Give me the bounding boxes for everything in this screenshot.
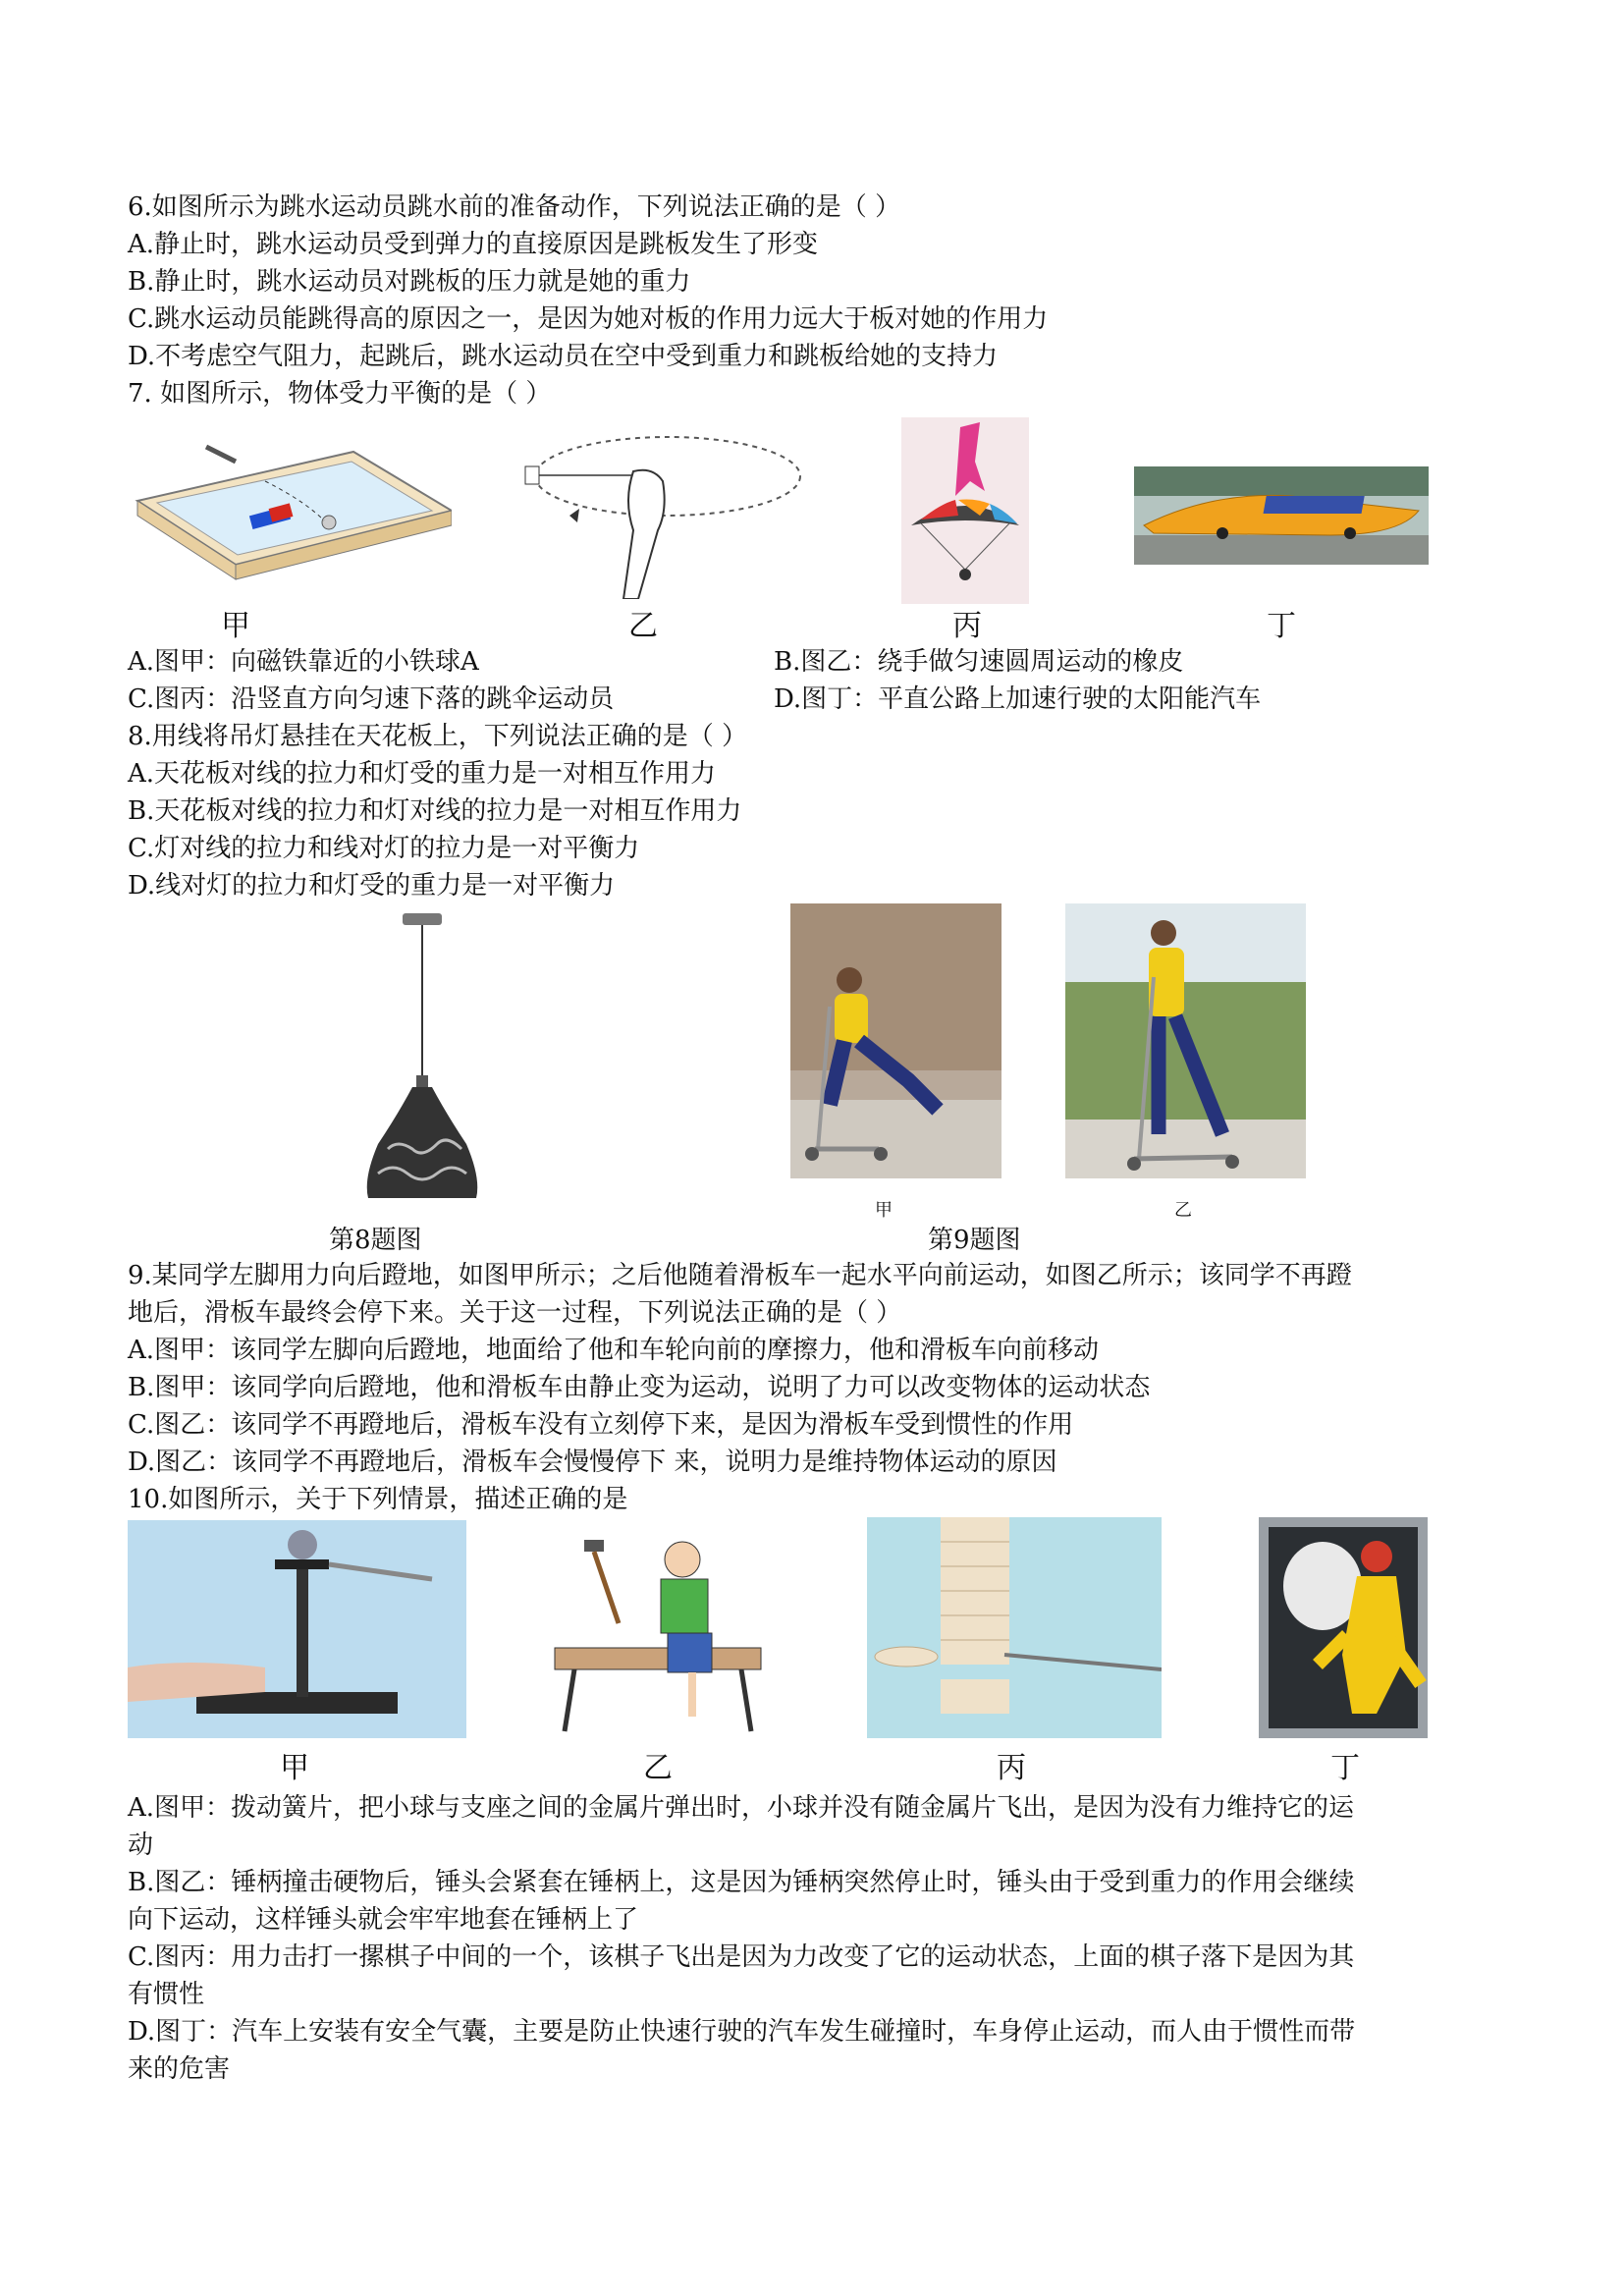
q7-caption-bing: 丙: [952, 609, 982, 643]
q10-option-b-line1: B.图乙：锤柄撞击硬物后，锤头会紧套在锤柄上，这是因为锤柄突然停止时，锤头由于受到重力的作用会继续: [128, 1868, 1355, 1897]
stacked-chess-figure: [867, 1517, 1162, 1738]
q9-option-c: C.图乙：该同学不再蹬地后，滑板车没有立刻停下来，是因为滑板车受到惯性的作用: [128, 1410, 1074, 1440]
q7-caption-jia: 甲: [221, 609, 250, 643]
q8-option-a: A.天花板对线的拉力和灯受的重力是一对相互作用力: [128, 759, 717, 789]
q10-option-c-line1: C.图丙：用力击打一摞棋子中间的一个，该棋子飞出是因为力改变了它的运动状态，上面的棋子落下是因为其: [128, 1942, 1355, 1972]
airbag-crash-figure: [1259, 1517, 1428, 1738]
q9-stem-line2: 地后，滑板车最终会停下来。关于这一过程，下列说法正确的是（ ）: [128, 1298, 902, 1328]
q8-figure-caption: 第8题图: [329, 1226, 422, 1255]
q10-option-a-line1: A.图甲：拨动簧片，把小球与支座之间的金属片弹出时，小球并没有随金属片飞出，是因为没有力维持它的运: [128, 1793, 1355, 1823]
inertia-ball-figure: [128, 1520, 466, 1738]
q7-option-a: A.图甲：向磁铁靠近的小铁球A: [128, 647, 479, 677]
q10-caption-jia: 甲: [280, 1751, 309, 1785]
q9-option-b: B.图甲：该同学向后蹬地，他和滑板车由静止变为运动，说明了力可以改变物体的运动状态: [128, 1373, 1151, 1402]
q8-option-d: D.线对灯的拉力和灯受的重力是一对平衡力: [128, 871, 616, 901]
q10-option-d-line1: D.图丁：汽车上安装有安全气囊，主要是防止快速行驶的汽车发生碰撞时，车身停止运动，而人由于惯性而带: [128, 2017, 1356, 2047]
q10-option-b-line2: 向下运动，这样锤头就会牢牢地套在锤柄上了: [128, 1905, 639, 1935]
q10-option-c-line2: 有惯性: [128, 1980, 205, 2009]
q10-caption-yi: 乙: [643, 1751, 673, 1785]
q8-option-c: C.灯对线的拉力和线对灯的拉力是一对平衡力: [128, 834, 640, 863]
q9-caption-jia: 甲: [875, 1200, 893, 1221]
q8-stem: 8.用线将吊灯悬挂在天花板上，下列说法正确的是（ ）: [128, 722, 748, 751]
q6-option-d: D.不考虑空气阻力，起跳后，跳水运动员在空中受到重力和跳板给她的支持力: [128, 342, 999, 371]
q7-caption-yi: 乙: [628, 609, 658, 643]
q7-option-b: B.图乙：绕手做匀速圆周运动的橡皮: [774, 647, 1184, 677]
scooter-push-figure: [790, 903, 1001, 1178]
solar-car-figure: [1134, 466, 1429, 565]
q9-option-d: D.图乙：该同学不再蹬地后，滑板车会慢慢停下 来，说明力是维持物体运动的原因: [128, 1448, 1057, 1477]
circular-motion-figure: [511, 432, 805, 599]
q7-stem: 7. 如图所示，物体受力平衡的是（ ）: [128, 379, 552, 409]
q10-caption-bing: 丙: [997, 1751, 1026, 1785]
q6-option-c: C.跳水运动员能跳得高的原因之一，是因为她对板的作用力远大于板对她的作用力: [128, 304, 1049, 334]
q8-option-b: B.天花板对线的拉力和灯对线的拉力是一对相互作用力: [128, 796, 742, 826]
magnet-tray-figure: [128, 442, 452, 599]
q9-stem-line1: 9.某同学左脚用力向后蹬地，如图甲所示；之后他随着滑板车一起水平向前运动，如图乙所示；该同学不再蹬: [128, 1261, 1352, 1290]
q9-option-a: A.图甲：该同学左脚向后蹬地，地面给了他和车轮向前的摩擦力，他和滑板车向前移动: [128, 1336, 1100, 1365]
q6-option-b: B.静止时，跳水运动员对跳板的压力就是她的重力: [128, 267, 691, 297]
q6-stem: 6.如图所示为跳水运动员跳水前的准备动作，下列说法正确的是（ ）: [128, 192, 901, 222]
q10-caption-ding: 丁: [1330, 1751, 1360, 1785]
q6-option-a: A.静止时，跳水运动员受到弹力的直接原因是跳板发生了形变: [128, 230, 819, 259]
scooter-glide-figure: [1065, 903, 1306, 1178]
q7-option-d: D.图丁：平直公路上加速行驶的太阳能汽车: [774, 684, 1262, 714]
q10-option-a-line2: 动: [128, 1831, 154, 1860]
q7-option-c: C.图丙：沿竖直方向匀速下落的跳伞运动员: [128, 684, 615, 714]
q10-option-d-line2: 来的危害: [128, 2054, 231, 2084]
parachutist-figure: [901, 417, 1029, 604]
q9-figure-caption: 第9题图: [928, 1226, 1021, 1255]
q10-stem: 10.如图所示，关于下列情景，描述正确的是: [128, 1485, 628, 1514]
pendant-lamp-figure: [353, 908, 491, 1213]
hammer-bench-figure: [545, 1520, 771, 1738]
q9-caption-yi: 乙: [1174, 1200, 1192, 1221]
q7-caption-ding: 丁: [1267, 609, 1296, 643]
